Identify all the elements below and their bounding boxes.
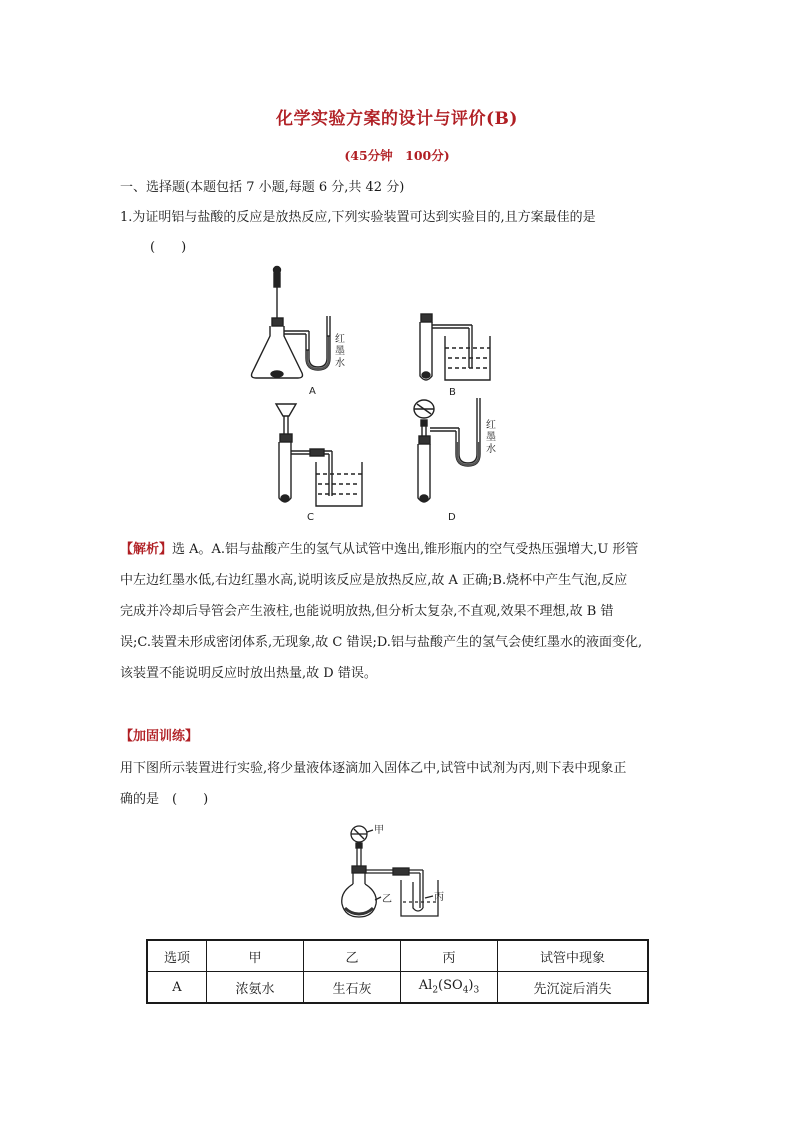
apparatus-label-b: B [449, 387, 456, 398]
figure-apparatus-reaction [335, 822, 465, 922]
table-row [147, 972, 648, 1004]
section-heading: 一、选择题(本题包括 7 小题,每题 6 分,共 42 分) [120, 180, 405, 195]
table-header: 乙 [304, 940, 401, 972]
red-ink-label-d: 红 [486, 420, 496, 431]
question-1-stem: 1.为证明铝与盐酸的反应是放热反应,下列实验装置可达到实验目的,且方案最佳的是 [120, 210, 596, 225]
analysis-tag: 【解析】 [120, 542, 173, 557]
apparatus-label-c: C [307, 512, 314, 523]
question-1-answer-paren: ( ) [150, 240, 187, 255]
apparatus-diagram [240, 258, 540, 528]
table-cell-phenomenon: 先沉淀后消失 [498, 972, 649, 1004]
table-cell-bing: $Al_2(SO_4)_3$ [401, 972, 498, 1004]
analysis-line-1: 【解析】选 A。A.铝与盐酸产生的氢气从试管中逸出,锥形瓶内的空气受热压强增大,U 形管 [120, 542, 639, 557]
page-title: 化学实验方案的设计与评价(B) [276, 109, 518, 129]
label-bing: 丙 [434, 892, 444, 903]
svg-text:墨: 墨 [486, 432, 496, 443]
apparatus-a [252, 267, 346, 398]
flask-diagram [335, 822, 465, 922]
table-header: 选项 [147, 940, 207, 972]
table-cell-jia: 浓氨水 [207, 972, 304, 1004]
apparatus-c [276, 404, 362, 523]
reinforce-line-1: 用下图所示装置进行实验,将少量液体逐滴加入固体乙中,试管中试剂为丙,则下表中现象正 [120, 761, 627, 776]
apparatus-b [420, 314, 490, 398]
apparatus-label-a: A [309, 386, 316, 397]
table-header: 甲 [207, 940, 304, 972]
svg-text:水: 水 [486, 444, 496, 455]
analysis-line-2: 中左边红墨水低,右边红墨水高,说明该反应是放热反应,故 A 正确;B.烧杯中产生气泡,反应 [120, 573, 628, 588]
table-header-row [147, 940, 648, 972]
svg-text:水: 水 [335, 358, 345, 369]
options-table [146, 939, 649, 1004]
label-yi: 乙 [382, 894, 392, 905]
table-header: 试管中现象 [498, 940, 649, 972]
reinforce-tag: 【加固训练】 [120, 729, 199, 744]
table-header: 丙 [401, 940, 498, 972]
analysis-line-4: 误;C.装置未形成密闭体系,无现象,故 C 错误;D.铝与盐酸产生的氢气会使红墨水的液面变化, [120, 635, 643, 650]
analysis-line-5: 该装置不能说明反应时放出热量,故 D 错误。 [120, 666, 377, 681]
svg-text:墨: 墨 [335, 346, 345, 357]
apparatus-d [414, 398, 496, 523]
apparatus-label-d: D [448, 512, 456, 523]
figure-apparatus-abcd [240, 258, 540, 528]
analysis-line-3: 完成并冷却后导管会产生液柱,也能说明放热,但分析太复杂,不直观,效果不理想,故 B 错 [120, 604, 614, 619]
table-cell-yi: 生石灰 [304, 972, 401, 1004]
reinforce-line-2: 确的是 ( ) [120, 792, 209, 807]
red-ink-label-a: 红 [335, 334, 345, 345]
label-jia: 甲 [374, 825, 384, 836]
table-cell-option: A [147, 972, 207, 1004]
page-subtitle: (45分钟 100分) [344, 148, 450, 163]
